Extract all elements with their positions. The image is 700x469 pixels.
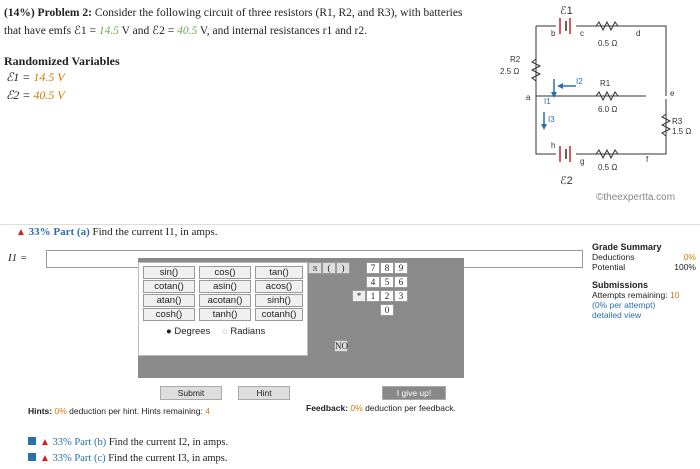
radio-checked-icon: ● (166, 326, 172, 337)
label-e2: ℰ2 (560, 175, 573, 187)
e1-value: 14.5 V (33, 70, 65, 84)
fn-cosh[interactable]: cosh() (143, 308, 195, 321)
part-b-pct: 33% Part (b) (52, 437, 107, 448)
emf2-value: 40.5 (177, 25, 198, 37)
randomized-e2 (6, 88, 65, 103)
label-i2: I2 (576, 77, 583, 86)
problem-percent: (14%) (4, 7, 35, 19)
label-r-top: 0.5 Ω (598, 39, 618, 48)
warning-icon: ▲ (40, 453, 50, 464)
label-r2-val: 2.5 Ω (500, 67, 520, 76)
problem-line2-c: V, and internal resistances r1 and r2. (197, 25, 368, 37)
label-r2: R2 (510, 55, 521, 64)
battery-e2 (560, 146, 570, 162)
randomized-variables-title: Randomized Variables (4, 54, 120, 68)
degrees-label: Degrees (174, 326, 211, 337)
node-c: c (580, 29, 584, 38)
node-a: a (526, 93, 531, 102)
warning-icon: ▲ (16, 227, 26, 238)
grade-title: Grade Summary (592, 242, 662, 252)
key-8[interactable]: 8 (380, 262, 394, 274)
label-r1-val: 6.0 Ω (598, 105, 618, 114)
fn-atan[interactable]: atan() (143, 294, 195, 307)
per-attempt: (0% per attempt) (592, 300, 656, 310)
label-e1: ℰ1 (560, 5, 573, 17)
feedback-line (306, 403, 456, 413)
fn-tanh[interactable]: tanh() (199, 308, 251, 321)
fn-cotan[interactable]: cotan() (143, 280, 195, 293)
grade-summary (592, 242, 696, 320)
key-9[interactable]: 9 (394, 262, 408, 274)
part-a-pct: 33% Part (a) (28, 226, 90, 238)
deductions-label: Deductions (592, 252, 635, 262)
label-r1: R1 (600, 79, 611, 88)
potential-label: Potential (592, 262, 626, 272)
problem-line2-b: V and ℰ2 = (119, 25, 178, 37)
part-c-text: Find the current I3, in amps. (105, 453, 228, 464)
lparen-button[interactable]: ( (322, 262, 336, 274)
radio-unchecked-icon: ○ (222, 326, 228, 337)
warning-icon: ▲ (40, 437, 50, 448)
part-b-title[interactable] (28, 437, 228, 448)
no-button[interactable]: NO (335, 341, 348, 351)
potential-value: 100% (674, 262, 696, 272)
multiply-button[interactable]: * (352, 290, 366, 302)
node-e: e (670, 89, 675, 98)
label-r-bot: 0.5 Ω (598, 163, 618, 172)
fn-sin[interactable]: sin() (143, 266, 195, 279)
attempts-value: 10 (669, 290, 680, 300)
attempts-label: Attempts remaining: (592, 290, 668, 300)
hints-deduction: 0% (54, 406, 67, 416)
answer-label: I1 = (8, 252, 28, 264)
rparen-button[interactable]: ) (336, 262, 350, 274)
key-6[interactable]: 6 (394, 276, 408, 288)
part-c-pct: 33% Part (c) (52, 453, 106, 464)
part-b-text: Find the current I2, in amps. (106, 437, 229, 448)
fn-acotan[interactable]: acotan() (199, 294, 251, 307)
hints-label: Hints: (28, 406, 53, 416)
give-up-button[interactable]: I give up! (382, 386, 446, 400)
problem-statement (4, 4, 474, 40)
key-2[interactable]: 2 (380, 290, 394, 302)
battery-e1 (560, 18, 570, 34)
watermark: ©theexpertta.com (596, 192, 676, 203)
part-a-text: Find the current I1, in amps. (89, 226, 218, 238)
hints-text: deduction per hint. Hints remaining: (66, 406, 206, 416)
part-c-title[interactable] (28, 453, 228, 464)
key-7[interactable]: 7 (366, 262, 380, 274)
feedback-deduction: 0% (350, 403, 363, 413)
key-4[interactable]: 4 (366, 276, 380, 288)
e2-value: 40.5 V (33, 88, 65, 102)
radians-option[interactable] (222, 326, 265, 337)
deductions-value: 0% (683, 252, 696, 262)
detailed-view-link[interactable]: detailed view (592, 310, 642, 320)
hints-remaining: 4 (205, 406, 210, 416)
feedback-label: Feedback: (306, 403, 349, 413)
key-5[interactable]: 5 (380, 276, 394, 288)
part-c-icon (28, 453, 36, 461)
pi-button[interactable]: π (308, 262, 322, 274)
node-g: g (580, 157, 585, 166)
circuit-diagram (496, 4, 696, 189)
hints-line (28, 406, 210, 416)
e1-label: ℰ1 = (6, 70, 34, 84)
e2-label: ℰ2 = (6, 88, 34, 102)
problem-line2-a: that have emfs ℰ1 = (4, 25, 99, 37)
fn-cos[interactable]: cos() (199, 266, 251, 279)
part-a-title (16, 226, 217, 238)
fn-cotanh[interactable]: cotanh() (255, 308, 303, 321)
submit-button[interactable]: Submit (160, 386, 222, 400)
fn-sinh[interactable]: sinh() (255, 294, 303, 307)
fn-tan[interactable]: tan() (255, 266, 303, 279)
emf1-value: 14.5 (98, 25, 120, 37)
randomized-e1 (6, 70, 65, 85)
submissions-title: Submissions (592, 280, 649, 290)
label-r3: R3 (672, 117, 683, 126)
feedback-text: deduction per feedback. (362, 403, 456, 413)
problem-text: Consider the following circuit of three resistors (R1, R2, and R3), with batteries (94, 7, 463, 19)
label-r3-val: 1.5 Ω (672, 127, 692, 136)
label-i1: I1 (544, 97, 551, 106)
node-h: h (551, 141, 556, 150)
fn-asin[interactable]: asin() (199, 280, 251, 293)
radians-label: Radians (230, 326, 266, 337)
fn-acos[interactable]: acos() (255, 280, 303, 293)
hint-button[interactable]: Hint (238, 386, 290, 400)
node-f: f (646, 155, 649, 164)
node-b: b (551, 29, 556, 38)
part-b-icon (28, 437, 36, 445)
degrees-option[interactable] (166, 326, 210, 337)
label-i3: I3 (548, 115, 555, 124)
node-d: d (636, 29, 641, 38)
key-0[interactable]: 0 (380, 304, 394, 316)
key-3[interactable]: 3 (394, 290, 408, 302)
key-1[interactable]: 1 (366, 290, 380, 302)
problem-label: Problem 2: (37, 7, 92, 19)
